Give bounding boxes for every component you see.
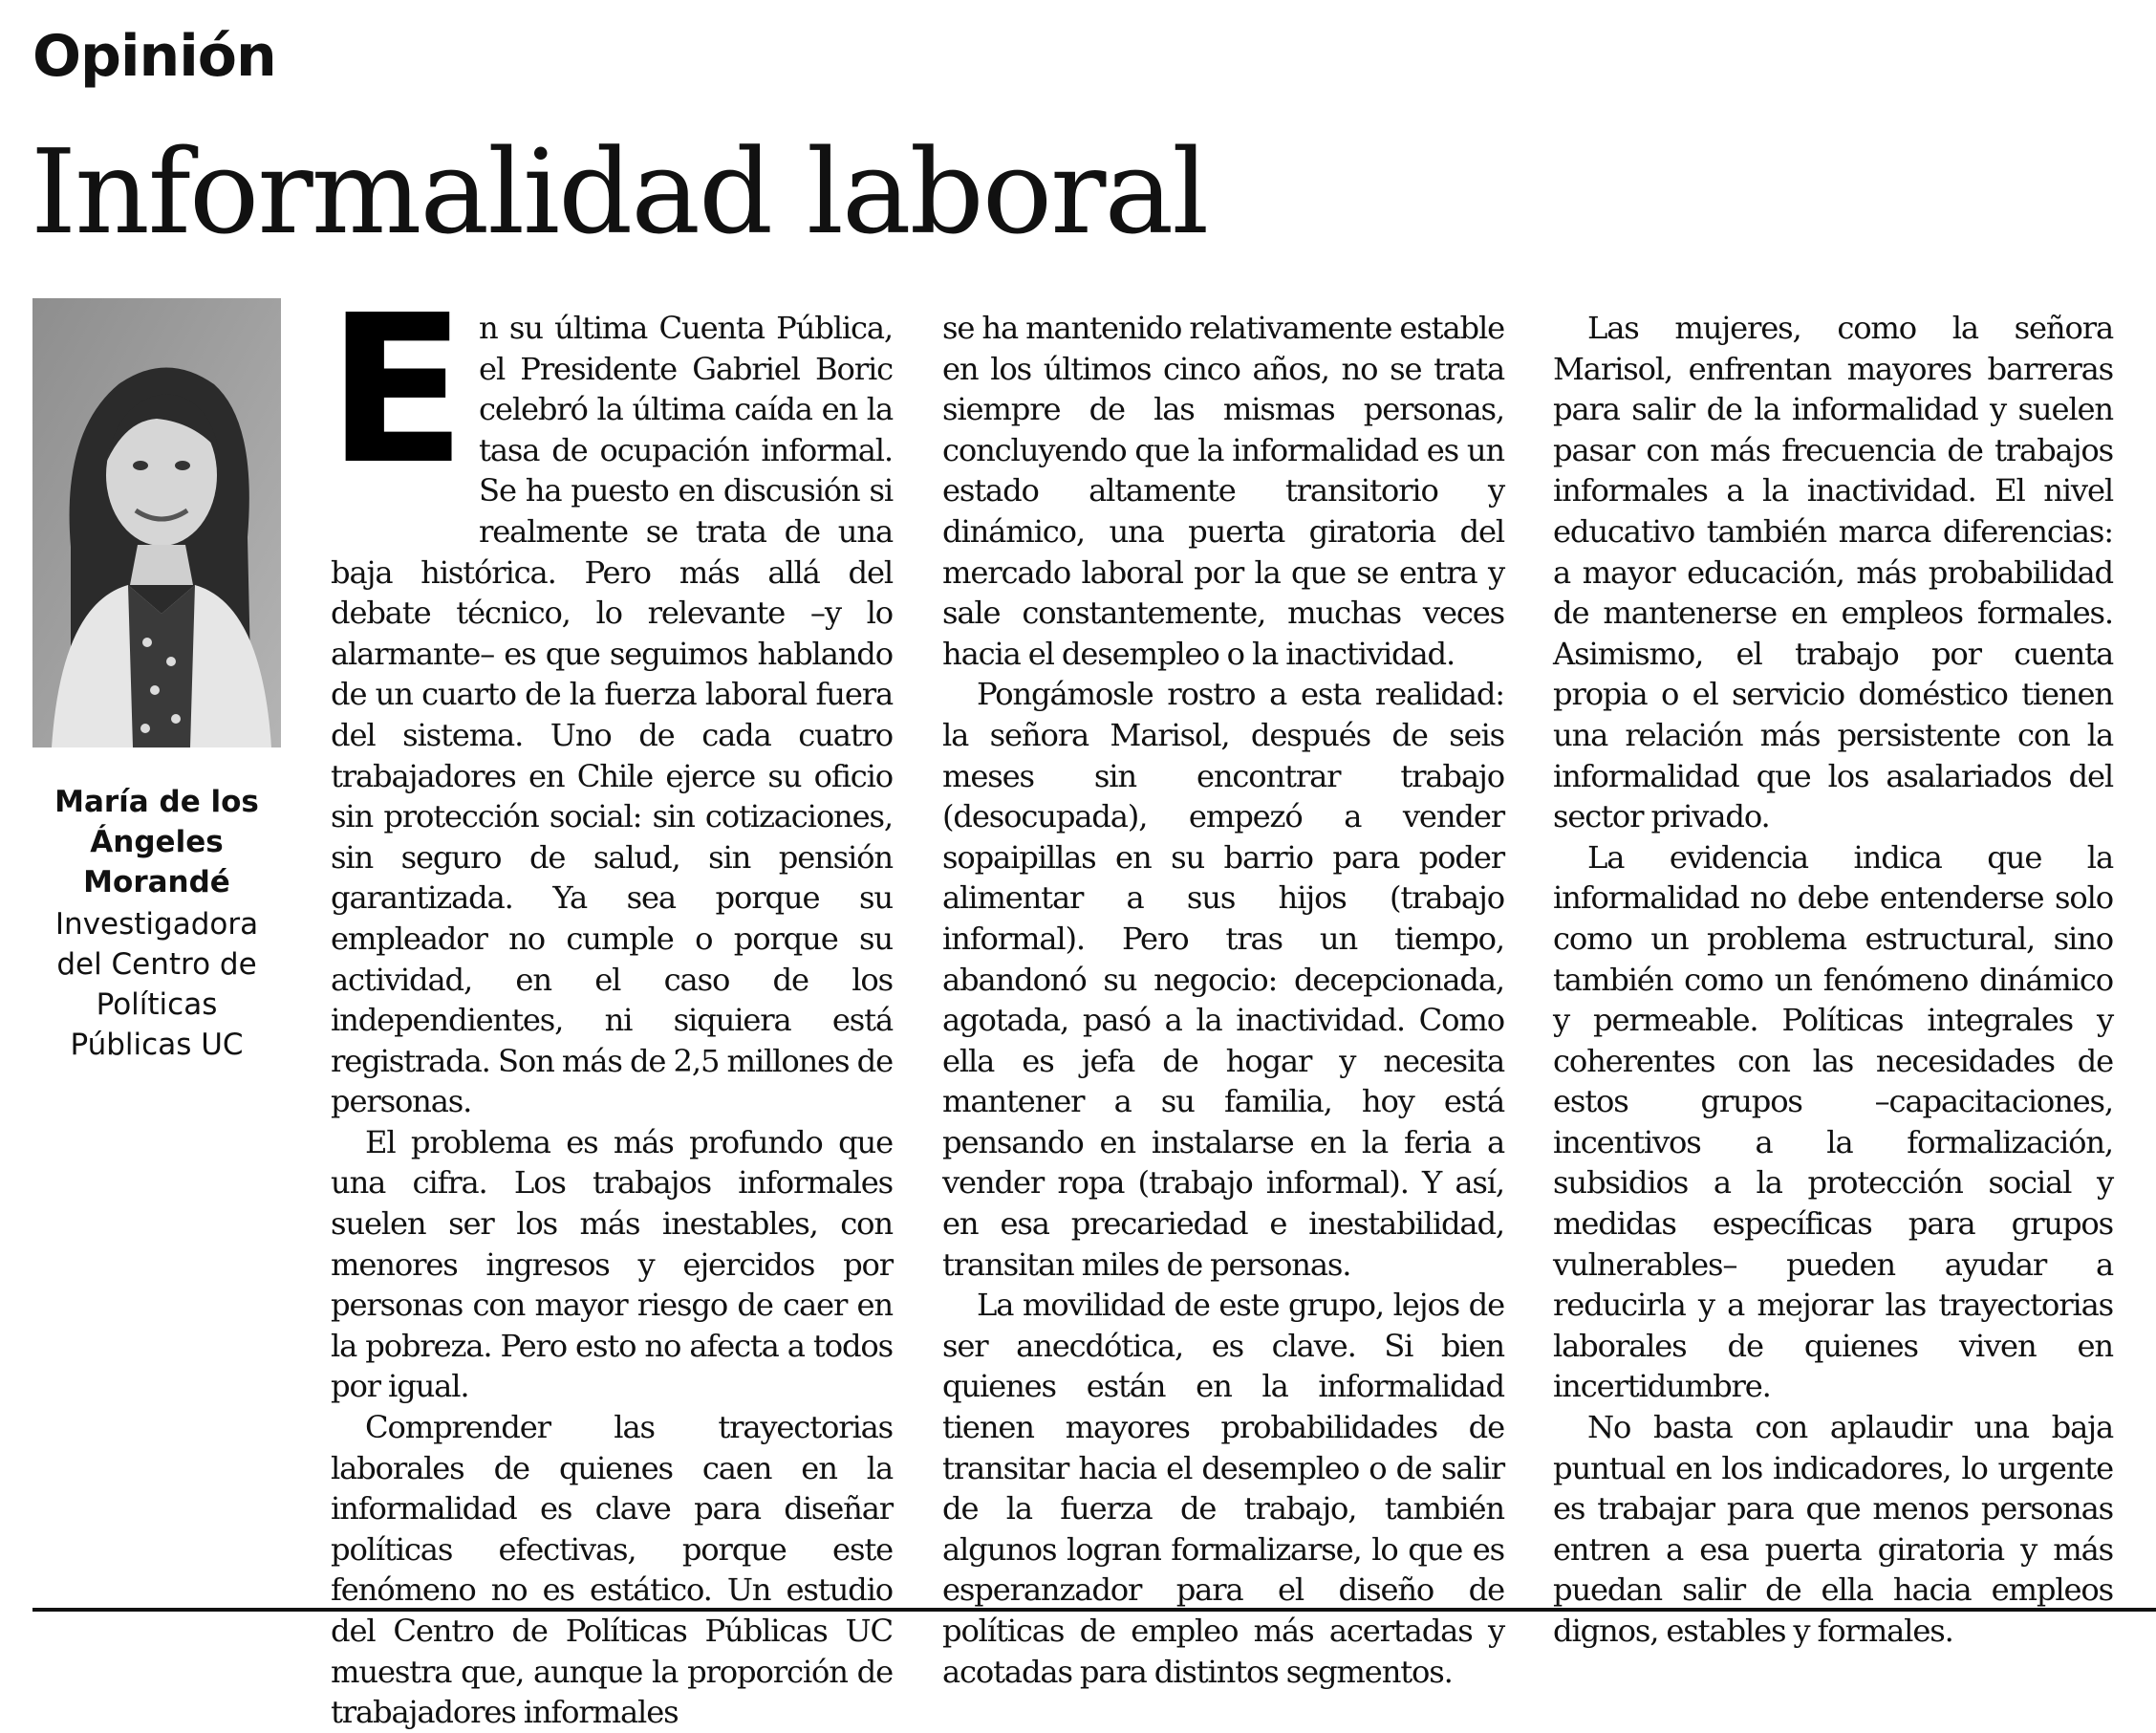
- article-column-1: [327, 271, 893, 1733]
- paragraph: Comprender las trayectorias laborales de quienes caen en la informalidad es clave para diseñar políticas efectivas, porque este fenómeno no es estático. Un estudio del Centro de Políticas Públicas UC muestra que, aunque la proporción de trabajadores informales: [331, 1409, 893, 1731]
- bottom-rule: [32, 1608, 2156, 1612]
- author-photo: [32, 298, 281, 747]
- paragraph: El problema es más profundo que una cifra. Los trabajos informales suelen ser los más inestables, con menores ingresos y ejercidos por personas con mayor riesgo de caer en la pobreza. Pero esto no afecta a todos por igual.: [331, 1123, 893, 1405]
- paragraph: La evidencia indica que la informalidad no debe entenderse solo como un problema estructural, sino también como un fenómeno dinámico y permeable. Políticas integrales y coherentes con las necesidades de estos grupos –capacitaciones, incentivos a la formalización, subsidios a la protección social y medidas específicas para grupos vulnerables– pueden ayudar a reducirla y a mejorar las trayectorias laborales de quienes viven en incertidumbre.: [1553, 838, 2113, 1405]
- paragraph: Pongámosle rostro a esta realidad: la señora Marisol, después de seis meses sin encontrar trabajo (desocupada), empezó a vender sopaipillas en su barrio para poder alimentar a sus hijos (trabajo informal). Pero tras un tiempo, abandonó su negocio: decepcionada, agotada, pasó a la inactividad. Como ella es jefa de hogar y necesita mantener a su familia, hoy está pensando en instalarse en la feria a vender ropa (trabajo informal). Y así, en esa precariedad e inestabilidad, transitan miles de personas.: [942, 676, 1504, 1283]
- paragraph: La movilidad de este grupo, lejos de ser anecdótica, es clave. Si bien quienes están en la informalidad tienen mayores probabilidades de transitar hacia el desempleo o de salir de la fuerza de trabajo, también algunos logran formalizarse, lo que es esperanzador para el diseño de políticas de empleo más acertadas y acotadas para distintos segmentos.: [942, 1287, 1504, 1690]
- paragraph: Las mujeres, como la señora Marisol, enfrentan mayores barreras para salir de la informalidad y suelen pasar con más frecuencia de trabajos informales a la inactividad. El nivel educativo también marca diferencias: a mayor educación, más probabilidad de mantenerse en empleos formales. Asimismo, el trabajo por cuenta propia o el servicio doméstico tienen una relación más persistente con la informalidad que los asalariados del sector privado.: [1553, 310, 2113, 835]
- paragraph: se ha mantenido relativamente estable en los últimos cinco años, no se trata siempre de las mismas personas, concluyendo que la informalidad es un estado altamente transitorio y dinámico, una puerta giratoria del mercado laboral por la que se entra y sale constantemente, muchas veces hacia el desempleo o la inactividad.: [942, 310, 1504, 672]
- author-role: Investigadora del Centro de Políticas Públicas UC: [54, 907, 259, 1062]
- section-label: Opinión: [32, 23, 276, 90]
- headline: Informalidad laboral: [31, 124, 1208, 260]
- article-column-2: [942, 308, 1504, 1692]
- author-byline: [32, 782, 281, 1065]
- author-portrait-image: [32, 298, 281, 747]
- article-column-3: [1553, 308, 2113, 1652]
- paragraph: En su última Cuenta Pública, el Presidente Gabriel Boric celebró la última caída en la tasa de ocupación informal. Se ha puesto en discusión si realmente se trata de una baja histórica. Pero más allá del debate técnico, lo relevante –y lo alarmante– es que seguimos hablando de un cuarto de la fuerza laboral fuera del sistema. Uno de cada cuatro trabajadores en Chile ejerce su oficio sin protección social: sin cotizaciones, sin seguro de salud, sin pensión garantizada. Ya sea porque su empleador no cumple o porque su actividad, en el caso de los independientes, ni siquiera está registrada. Son más de 2,5 millones de personas.: [327, 271, 893, 1120]
- author-name: María de los Ángeles Morandé: [54, 785, 259, 899]
- paragraph: No basta con aplaudir una baja puntual en los indicadores, lo urgente es trabajar para que menos personas entren a esa puerta giratoria y más puedan salir de ella hacia empleos dignos, estables y formales.: [1553, 1409, 2113, 1649]
- drop-cap: E: [327, 271, 466, 509]
